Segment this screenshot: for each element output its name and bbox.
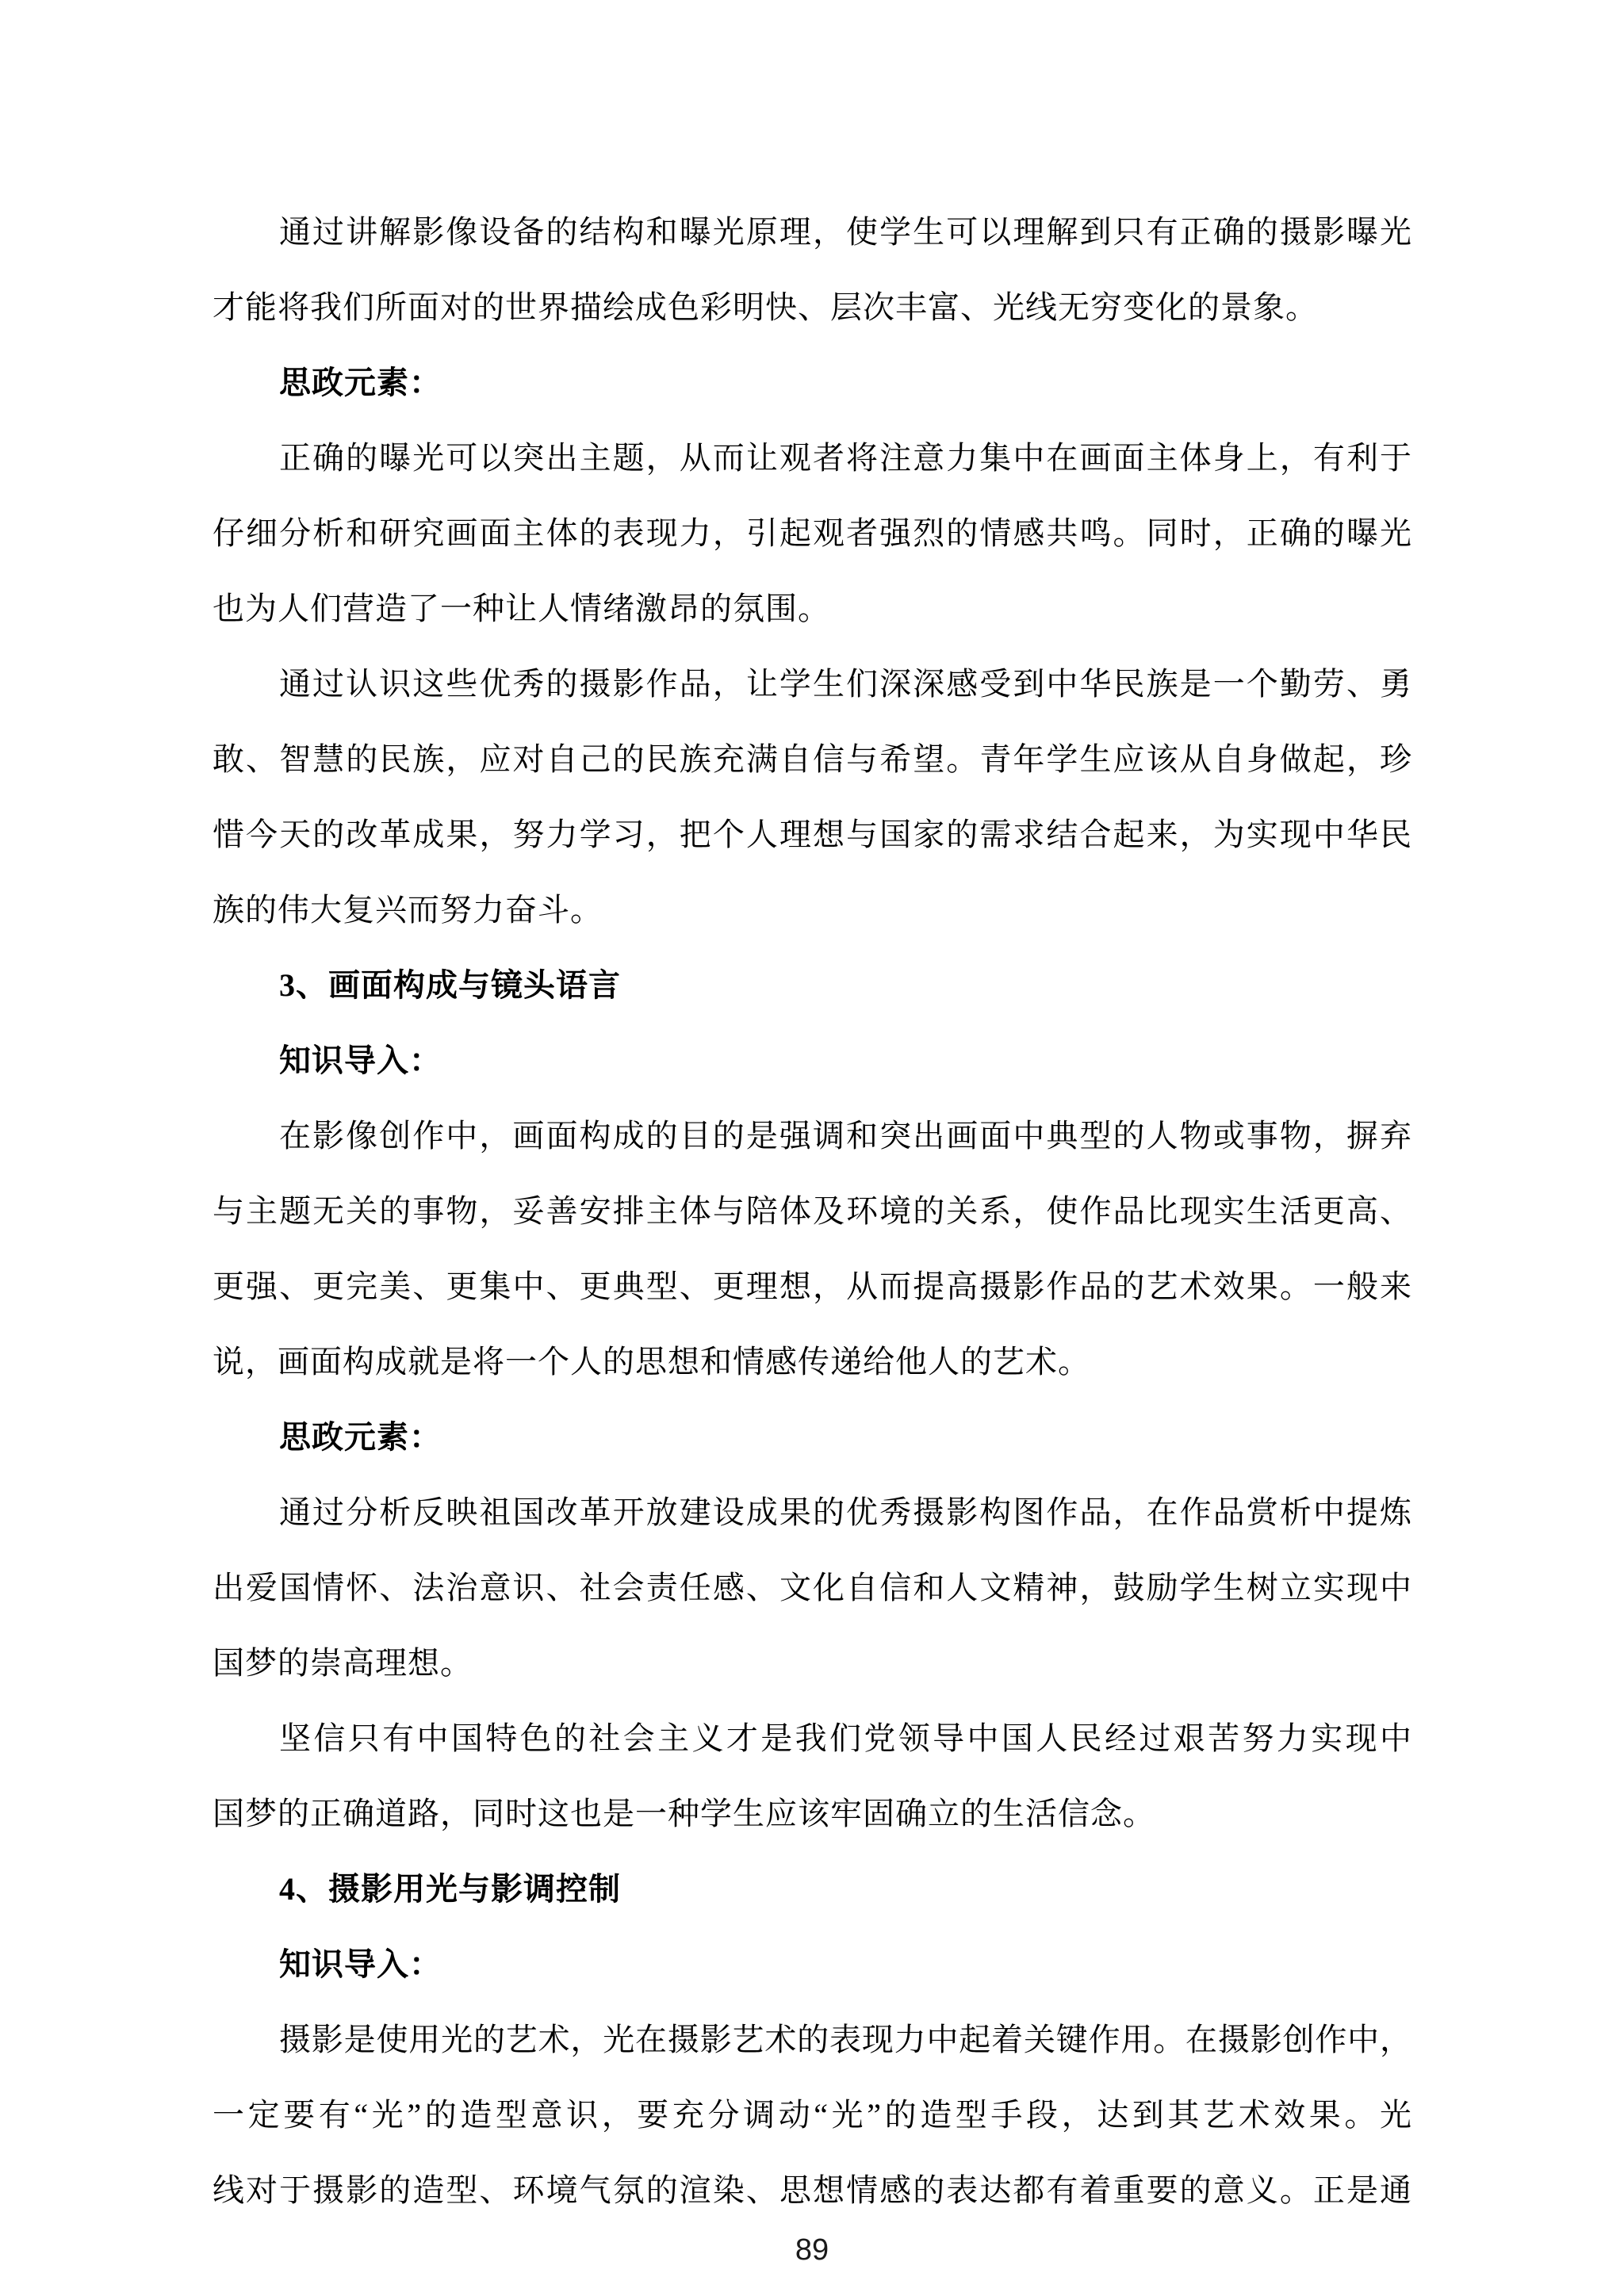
text-line: 线对于摄影的造型、环境气氛的渲染、思想情感的表达都有着重要的意义。正是通 (213, 2172, 1411, 2208)
text-line: 才能将我们所面对的世界描绘成色彩明快、层次丰富、光线无穷变化的景象。 (213, 289, 1318, 325)
text-line: 通过讲解影像设备的结构和曝光原理，使学生可以理解到只有正确的摄影曝光 (279, 214, 1411, 250)
text-line: 摄影是使用光的艺术，光在摄影艺术的表现力中起着关键作用。在摄影创作中， (279, 2022, 1411, 2057)
text-line: 4、摄影用光与影调控制 (279, 1871, 621, 1907)
text-line: 坚信只有中国特色的社会主义才是我们党领导中国人民经过艰苦努力实现中 (279, 1720, 1411, 1756)
text-line: 也为人们营造了一种让人情绪激昂的氛围。 (213, 591, 830, 626)
text-line: 正确的曝光可以突出主题，从而让观者将注意力集中在画面主体身上，有利于 (279, 440, 1411, 476)
text-line: 与主题无关的事物，妥善安排主体与陪体及环境的关系，使作品比现实生活更高、 (213, 1193, 1411, 1229)
text-line: 通过认识这些优秀的摄影作品，让学生们深深感受到中华民族是一个勤劳、勇 (279, 666, 1411, 702)
page-number: 89 (795, 2233, 829, 2267)
text-line: 3、画面构成与镜头语言 (279, 967, 621, 1003)
text-line: 知识导入： (279, 1946, 442, 1982)
text-line: 知识导入： (279, 1043, 442, 1078)
text-line: 通过分析反映祖国改革开放建设成果的优秀摄影构图作品，在作品赏析中提炼 (279, 1494, 1411, 1530)
text-line: 国梦的正确道路，同时这也是一种学生应该牢固确立的生活信念。 (213, 1796, 1155, 1831)
text-line: 思政元素： (279, 365, 442, 400)
text-line: 敢、智慧的民族，应对自己的民族充满自信与希望。青年学生应该从自身做起，珍 (213, 741, 1411, 777)
text-line: 更强、更完美、更集中、更典型、更理想，从而提高摄影作品的艺术效果。一般来 (213, 1269, 1411, 1304)
text-line: 惜今天的改革成果，努力学习，把个人理想与国家的需求结合起来，为实现中华民 (213, 817, 1411, 852)
text-line: 一定要有“光”的造型意识，要充分调动“光”的造型手段，达到其艺术效果。光 (213, 2097, 1411, 2133)
text-line: 族的伟大复兴而努力奋斗。 (213, 892, 603, 928)
text-line: 思政元素： (279, 1419, 442, 1455)
text-line: 仔细分析和研究画面主体的表现力，引起观者强烈的情感共鸣。同时，正确的曝光 (213, 515, 1411, 551)
text-line: 出爱国情怀、法治意识、社会责任感、文化自信和人文精神，鼓励学生树立实现中 (213, 1570, 1411, 1605)
text-line: 在影像创作中，画面构成的目的是强调和突出画面中典型的人物或事物，摒弃 (279, 1118, 1411, 1154)
document-body (213, 194, 1411, 2228)
text-line: 说，画面构成就是将一个人的思想和情感传递给他人的艺术。 (213, 1344, 1090, 1380)
text-line: 国梦的崇高理想。 (213, 1645, 473, 1681)
